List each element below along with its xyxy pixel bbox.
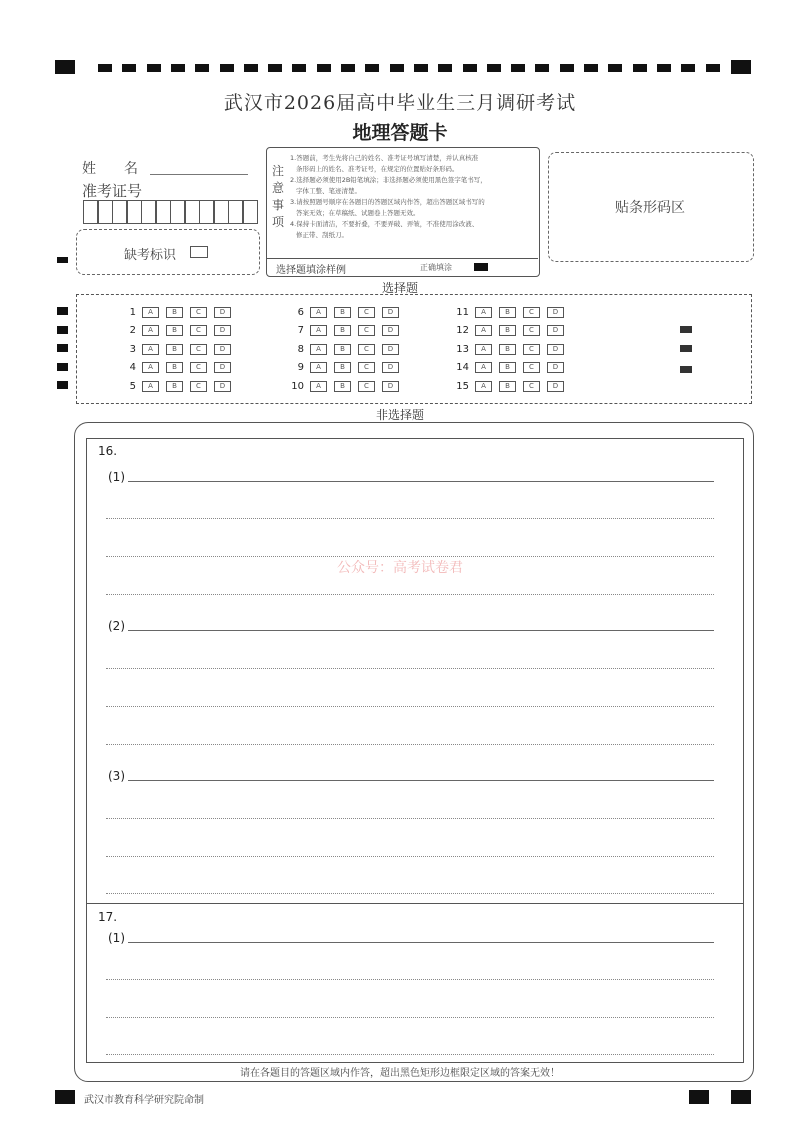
q17-part-1: (1) [108, 931, 125, 945]
correct-label: 正确填涂 [420, 263, 452, 272]
notes-line: 1.答题前，考生先将自己的姓名、准考证号填写清楚，并认真核准 [290, 154, 479, 162]
choice-option-bubble[interactable]: B [166, 362, 183, 373]
choice-option-bubble[interactable]: C [358, 307, 375, 318]
notes-text [290, 153, 534, 241]
choice-row [451, 324, 571, 338]
choice-option-bubble[interactable]: D [547, 381, 564, 392]
ticket-digit-cell[interactable] [127, 200, 142, 224]
choice-option-bubble[interactable]: A [142, 307, 159, 318]
question-number: 12 [456, 325, 469, 336]
notes-line: 3.请按照题号顺序在各题目的答题区域内作答，超出答题区域书写的 [290, 198, 485, 206]
choice-option-bubble[interactable]: A [310, 381, 327, 392]
choice-option-bubble[interactable]: B [499, 307, 516, 318]
corner-mark-bottom-left [55, 1090, 75, 1104]
choice-option-bubble[interactable]: C [523, 325, 540, 336]
q16-part-2: (2) [108, 619, 125, 633]
choice-option-bubble[interactable]: C [358, 362, 375, 373]
answer-line[interactable] [106, 668, 714, 669]
choice-option-bubble[interactable]: C [190, 325, 207, 336]
side-timing-mark [57, 307, 68, 315]
choice-row [286, 379, 406, 393]
choice-option-bubble[interactable]: D [547, 344, 564, 355]
choice-option-bubble[interactable]: C [523, 344, 540, 355]
notes-line: 修正带、刮纸刀。 [296, 231, 348, 239]
question-number: 13 [456, 343, 469, 355]
choice-option-bubble[interactable]: A [310, 344, 327, 355]
timing-mark [511, 64, 525, 72]
corner-mark-bottom-right-2 [731, 1090, 751, 1104]
timing-mark [463, 64, 477, 72]
ticket-digit-cell[interactable] [170, 200, 185, 224]
choice-row [118, 342, 238, 356]
choice-option-bubble[interactable]: C [358, 325, 375, 336]
timing-mark [633, 64, 647, 72]
question-number: 4 [129, 362, 136, 373]
answer-line[interactable] [106, 818, 714, 819]
choice-option-bubble[interactable]: C [190, 344, 207, 355]
exam-title: 武汉市2026届高中毕业生三月调研考试 [223, 92, 577, 114]
absent-label: 缺考标识 [124, 248, 177, 263]
answer-line[interactable] [106, 594, 714, 595]
q17-answer-area [86, 902, 744, 1063]
choice-row [118, 324, 238, 338]
timing-mark [584, 64, 598, 72]
timing-mark [292, 64, 306, 72]
answer-line[interactable] [106, 1017, 714, 1018]
choice-row [286, 324, 406, 338]
choice-option-bubble[interactable]: A [142, 362, 159, 373]
choice-row [451, 361, 571, 375]
choice-row [118, 305, 238, 319]
choice-option-bubble[interactable]: C [358, 381, 375, 392]
timing-mark [98, 64, 112, 72]
answer-line[interactable] [128, 481, 714, 482]
timing-mark [317, 64, 331, 72]
choice-option-bubble[interactable]: A [142, 325, 159, 336]
sample-label: 选择题填涂样例 [276, 265, 346, 276]
choice-option-bubble[interactable]: B [334, 344, 351, 355]
side-mark-absent [57, 257, 68, 263]
notes-line: 答案无效；在草稿纸、试题卷上答题无效。 [296, 209, 420, 217]
choice-option-bubble[interactable]: A [142, 381, 159, 392]
choice-option-bubble[interactable]: A [475, 381, 492, 392]
answer-line[interactable] [106, 979, 714, 980]
answer-line[interactable] [128, 630, 714, 631]
right-timing-mark [680, 366, 692, 373]
footer-org: 武汉市教育科学研究院命制 [84, 1095, 204, 1106]
choice-option-bubble[interactable]: B [166, 344, 183, 355]
ticket-label: 准考证号 [82, 182, 143, 200]
timing-mark [195, 64, 209, 72]
choice-section-label: 选择题 [381, 281, 418, 295]
right-timing-mark [680, 345, 692, 352]
ticket-digit-cell[interactable] [98, 200, 113, 224]
choice-row [118, 379, 238, 393]
timing-mark [681, 64, 695, 72]
choice-option-bubble[interactable]: B [334, 381, 351, 392]
answer-line[interactable] [128, 780, 714, 781]
choice-row [286, 342, 406, 356]
question-number: 9 [297, 362, 304, 373]
choice-row [451, 342, 571, 356]
watermark: 公众号：高考试卷君 [337, 560, 463, 576]
choice-row [118, 361, 238, 375]
correct-fill-sample [474, 263, 488, 271]
notes-heading [272, 163, 286, 231]
side-timing-mark [57, 326, 68, 334]
choice-option-bubble[interactable]: B [499, 381, 516, 392]
choice-option-bubble[interactable]: D [214, 381, 231, 392]
ticket-digit-cell[interactable] [156, 200, 171, 224]
question-number: 1 [129, 306, 136, 318]
timing-mark [560, 64, 574, 72]
choice-option-bubble[interactable]: D [214, 362, 231, 373]
bottom-warning: 请在各题目的答题区域内作答，超出黑色矩形边框限定区域的答案无效！ [240, 1068, 560, 1079]
corner-mark-bottom-right-1 [689, 1090, 709, 1104]
choice-option-bubble[interactable]: A [475, 344, 492, 355]
choice-option-bubble[interactable]: C [190, 381, 207, 392]
notes-divider [266, 258, 538, 259]
answer-line[interactable] [128, 942, 714, 943]
timing-mark [365, 64, 379, 72]
timing-mark [171, 64, 185, 72]
right-timing-mark [680, 326, 692, 333]
timing-mark [657, 64, 671, 72]
notes-heading-char: 项 [272, 215, 285, 229]
notes-heading-char: 注 [272, 164, 285, 178]
choice-option-bubble[interactable]: C [358, 344, 375, 355]
choice-option-bubble[interactable]: B [166, 325, 183, 336]
choice-option-bubble[interactable]: D [547, 307, 564, 318]
choice-option-bubble[interactable]: B [499, 325, 516, 336]
timing-mark [414, 64, 428, 72]
choice-option-bubble[interactable]: D [214, 307, 231, 318]
ticket-digit-cell[interactable] [112, 200, 127, 224]
notes-heading-char: 事 [272, 198, 285, 212]
side-timing-mark [57, 363, 68, 371]
timing-mark [608, 64, 622, 72]
choice-option-bubble[interactable]: B [166, 307, 183, 318]
question-number: 2 [129, 325, 136, 336]
choice-row [286, 305, 406, 319]
answer-line[interactable] [106, 744, 714, 745]
timing-mark [390, 64, 404, 72]
ticket-digit-cell[interactable] [185, 200, 200, 224]
question-number: 3 [129, 343, 136, 355]
choice-row [451, 379, 571, 393]
choice-option-bubble[interactable]: B [166, 381, 183, 392]
choice-option-bubble[interactable]: D [382, 362, 399, 373]
notes-line: 4.保持卡面清洁，不要折叠，不要弄破、弄皱，不准使用涂改液、 [290, 220, 479, 228]
question-number: 5 [129, 380, 136, 392]
choice-option-bubble[interactable]: C [190, 307, 207, 318]
choice-option-bubble[interactable]: B [334, 307, 351, 318]
answer-line[interactable] [106, 1054, 714, 1055]
answer-line[interactable] [106, 518, 714, 519]
notes-line: 字体工整、笔迹清楚。 [296, 187, 361, 195]
nonchoice-section-label: 非选择题 [375, 408, 424, 422]
corner-mark-top-right [731, 60, 751, 74]
barcode-label: 贴条形码区 [615, 200, 685, 216]
corner-mark-top-left [55, 60, 75, 74]
ticket-digit-cell[interactable] [243, 200, 258, 224]
choice-option-bubble[interactable]: A [310, 307, 327, 318]
timing-mark [438, 64, 452, 72]
choice-option-bubble[interactable]: A [475, 307, 492, 318]
choice-option-bubble[interactable]: C [190, 362, 207, 373]
side-timing-mark [57, 381, 68, 389]
question-number: 14 [456, 362, 469, 373]
choice-option-bubble[interactable]: A [310, 362, 327, 373]
q16-part-3: (3) [108, 769, 125, 783]
choice-row [451, 305, 571, 319]
timing-mark [706, 64, 720, 72]
choice-option-bubble[interactable]: A [142, 344, 159, 355]
choice-option-bubble[interactable]: D [214, 344, 231, 355]
choice-row [286, 361, 406, 375]
choice-option-bubble[interactable]: A [475, 325, 492, 336]
timing-mark [535, 64, 549, 72]
ticket-digit-cell[interactable] [141, 200, 156, 224]
timing-mark [147, 64, 161, 72]
timing-mark [341, 64, 355, 72]
choice-option-bubble[interactable]: C [523, 362, 540, 373]
choice-option-bubble[interactable]: B [334, 325, 351, 336]
absent-checkbox[interactable] [190, 246, 208, 258]
choice-option-bubble[interactable]: C [523, 307, 540, 318]
side-timing-mark [57, 344, 68, 352]
choice-option-bubble[interactable]: B [499, 344, 516, 355]
answer-line[interactable] [106, 893, 714, 894]
timing-mark [122, 64, 136, 72]
question-number: 8 [297, 343, 304, 355]
ticket-digit-cell[interactable] [228, 200, 243, 224]
notes-heading-char: 意 [272, 181, 285, 195]
notes-line: 2.选择题必须使用2B铅笔填涂；非选择题必须使用黑色签字笔书写， [290, 176, 487, 184]
ticket-digit-cell[interactable] [199, 200, 214, 224]
q17-number: 17. [98, 910, 118, 924]
q16-number: 16. [98, 444, 118, 458]
name-field[interactable] [150, 174, 248, 175]
choice-option-bubble[interactable]: D [382, 344, 399, 355]
question-number: 7 [297, 325, 304, 336]
card-title: 地理答题卡 [352, 122, 448, 144]
notes-line: 条形码上的姓名、准考证号，在规定的位置贴好条形码。 [296, 165, 459, 173]
choice-option-bubble[interactable]: D [382, 307, 399, 318]
choice-option-bubble[interactable]: A [310, 325, 327, 336]
choice-option-bubble[interactable]: D [382, 325, 399, 336]
choice-option-bubble[interactable]: D [382, 381, 399, 392]
timing-mark [268, 64, 282, 72]
answer-line[interactable] [106, 706, 714, 707]
timing-mark [244, 64, 258, 72]
choice-option-bubble[interactable]: C [523, 381, 540, 392]
timing-mark [487, 64, 501, 72]
question-number: 10 [291, 380, 304, 392]
choice-option-bubble[interactable]: D [547, 362, 564, 373]
question-number: 11 [456, 306, 469, 318]
question-number: 15 [456, 380, 469, 392]
ticket-digit-cell[interactable] [83, 200, 98, 224]
answer-line[interactable] [106, 856, 714, 857]
ticket-digit-cell[interactable] [214, 200, 229, 224]
choice-option-bubble[interactable]: D [214, 325, 231, 336]
q16-part-1: (1) [108, 470, 125, 484]
name-label: 姓 名 [82, 161, 138, 177]
choice-option-bubble[interactable]: A [475, 362, 492, 373]
question-number: 6 [297, 306, 304, 318]
choice-option-bubble[interactable]: D [547, 325, 564, 336]
choice-option-bubble[interactable]: B [334, 362, 351, 373]
timing-mark [220, 64, 234, 72]
q16-answer-area [86, 438, 744, 904]
choice-option-bubble[interactable]: B [499, 362, 516, 373]
